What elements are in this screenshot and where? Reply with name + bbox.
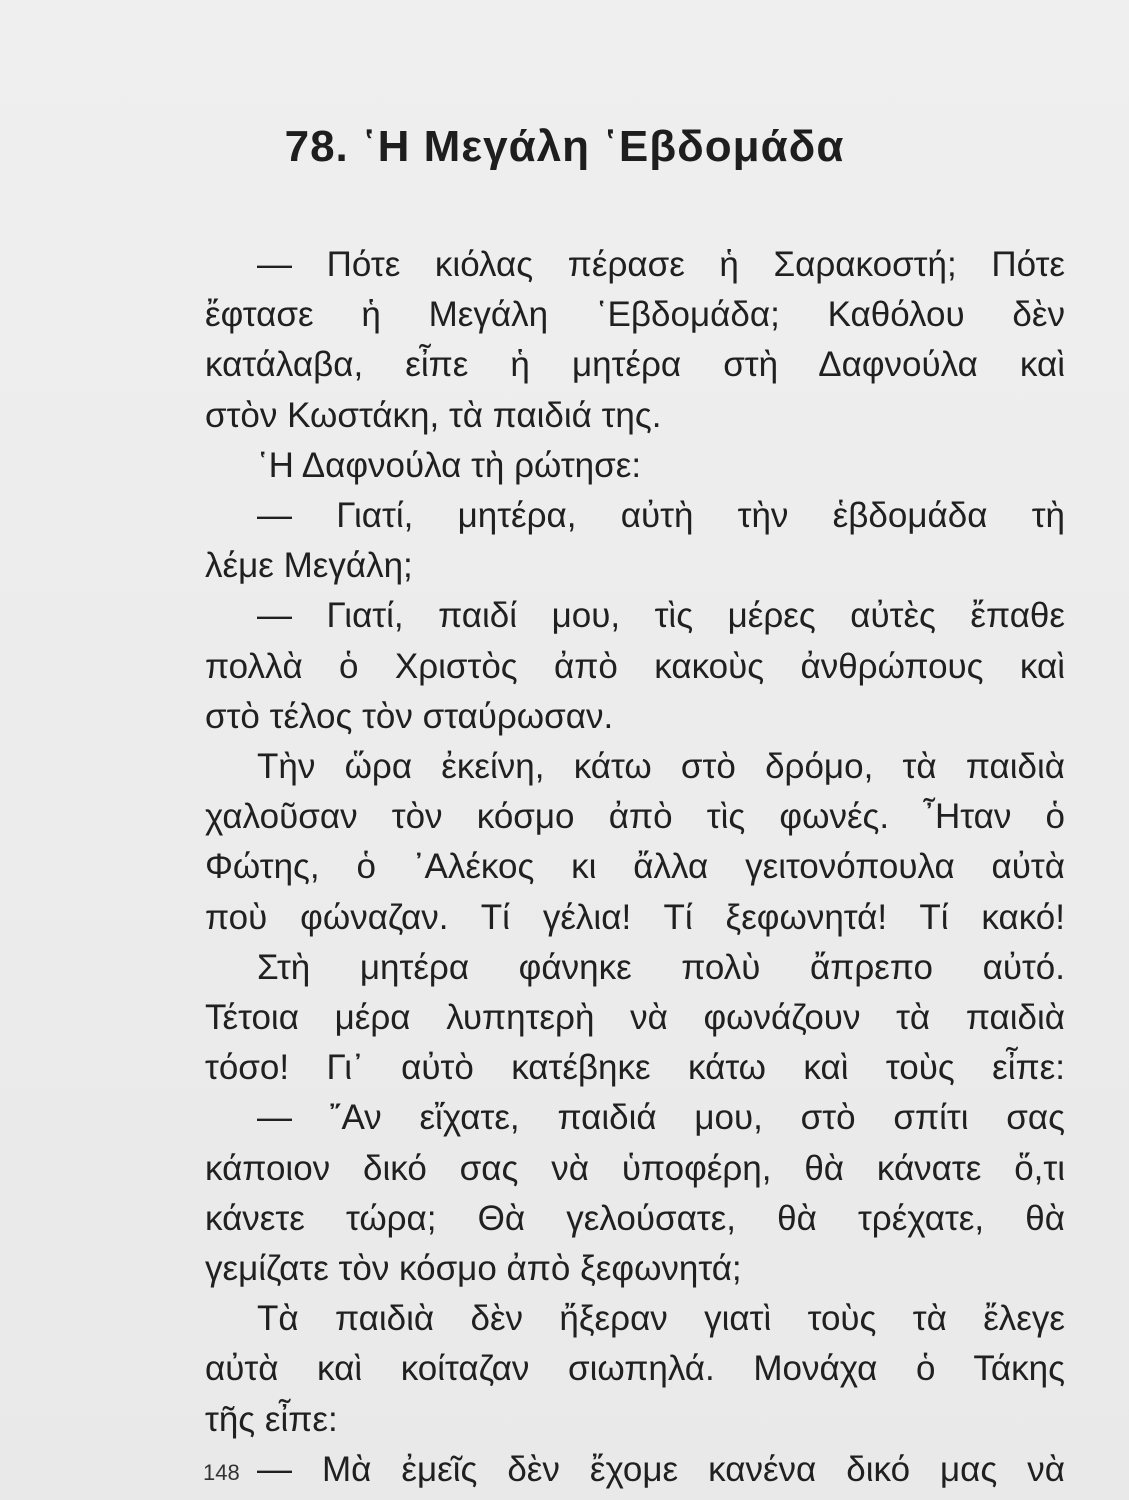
page-number: 148 [203,1460,240,1485]
text-line: — Γιατί, μητέρα, αὐτὴ τὴν ἑβδομάδα τὴ [257,496,1065,536]
text-line: κατάλαβα, εἶπε ἡ μητέρα στὴ Δαφνούλα καὶ [205,345,1065,385]
text-line: στὸν Κωστάκη, τὰ παιδιά της. [205,395,662,435]
text-line: ποὺ φώναζαν. Τί γέλια! Τί ξεφωνητά! Τί κακό! [205,897,1065,937]
text-line: Τὰ παιδιὰ δὲν ἤξεραν γιατὶ τοὺς τὰ ἔλεγε [257,1299,1065,1339]
text-line: κάνετε τώρα; Θὰ γελούσατε, θὰ τρέχατε, θὰ [205,1198,1065,1238]
text-line: Στὴ μητέρα φάνηκε πολὺ ἄπρεπο αὐτό. [257,947,1065,987]
text-line: αὐτὰ καὶ κοίταζαν σιωπηλά. Μονάχα ὁ Τάκης [205,1349,1065,1389]
text-line: — Πότε κιόλας πέρασε ἡ Σαρακοστή; Πότε [257,245,1065,284]
text-line: πολλὰ ὁ Χριστὸς ἀπὸ κακοὺς ἀνθρώπους καὶ [205,646,1065,686]
text-line: ἔφτασε ἡ Μεγάλη ῾Εβδομάδα; Καθόλου δὲν [205,295,1065,335]
text-line: Τὴν ὥρα ἐκείνη, κάτω στὸ δρόμο, τὰ παιδιὰ [257,747,1065,787]
text-line: — Γιατί, παιδί μου, τὶς μέρες αὐτὲς ἔπαθε [257,596,1065,636]
text-line: — ῎Αν εἴχατε, παιδιά μου, στὸ σπίτι σας [257,1098,1065,1138]
text-line: κάποιον δικό σας νὰ ὑποφέρη, θὰ κάνατε ὅ,τι [205,1148,1065,1188]
text-line: ῾Η Δαφνούλα τὴ ρώτησε: [257,445,642,485]
text-line: Τέτοια μέρα λυπητερὴ νὰ φωνάζουν τὰ παιδιὰ [205,998,1065,1038]
text-line: γεμίζατε τὸν κόσμο ἀπὸ ξεφωνητά; [205,1249,742,1289]
text-line: λέμε Μεγάλη; [205,546,413,586]
text-line: χαλοῦσαν τὸν κόσμο ἀπὸ τὶς φωνές. ῏Ηταν ὁ [205,797,1065,837]
body-text [205,240,1065,1495]
chapter-title: 78. ῾Η Μεγάλη ῾Εβδομάδα [284,122,845,171]
text-line: τῆς εἶπε: [205,1399,338,1439]
text-line: Φώτης, ὁ ᾿Αλέκος κι ἄλλα γειτονόπουλα αὐτὰ [205,847,1065,887]
text-line: στὸ τέλος τὸν σταύρωσαν. [205,696,614,736]
text-line: — Μὰ ἐμεῖς δὲν ἔχομε κανένα δικό μας νὰ [257,1449,1065,1489]
text-line: τόσο! Γι᾿ αὐτὸ κατέβηκε κάτω καὶ τοὺς εἶπε: [205,1048,1065,1088]
